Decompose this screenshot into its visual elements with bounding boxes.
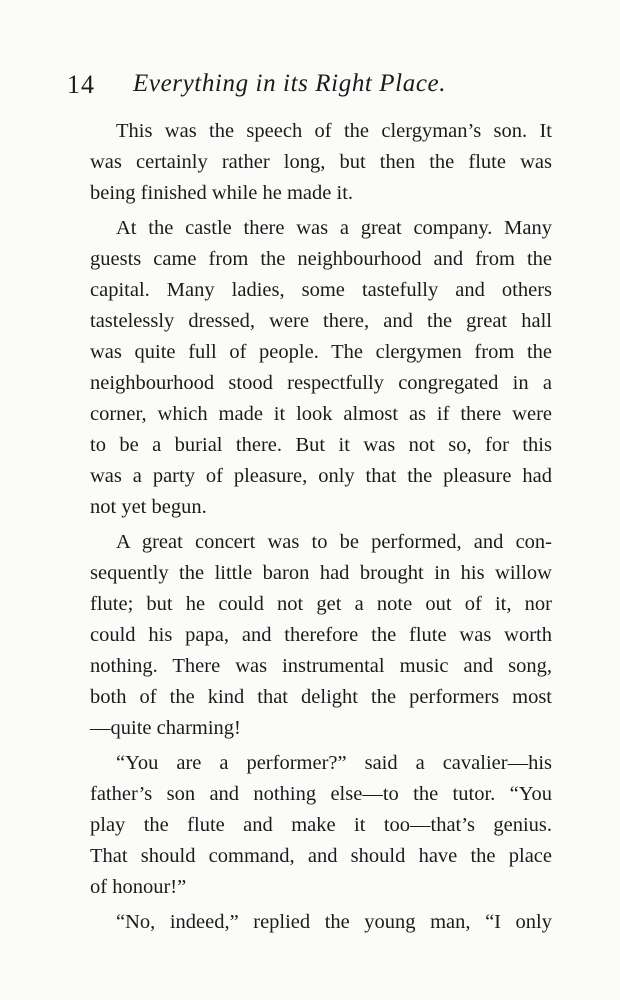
text-line: neighbourhood stood respectfully congregated in a bbox=[90, 372, 552, 394]
text-line: “You are a performer?” said a cavalier—his bbox=[116, 752, 552, 774]
text-line: was a party of pleasure, only that the pleasure had bbox=[90, 465, 552, 487]
text-line: not yet begun. bbox=[90, 496, 207, 518]
text-line: nothing. There was instrumental music and song, bbox=[90, 655, 552, 677]
text-line: capital. Many ladies, some tastefully and others bbox=[90, 279, 552, 301]
text-line: to be a burial there. But it was not so, for this bbox=[90, 434, 552, 456]
paragraph-4 bbox=[64, 748, 552, 903]
paragraph-1 bbox=[64, 116, 552, 209]
paragraph-2 bbox=[64, 213, 552, 523]
text-line: This was the speech of the clergyman’s son. It bbox=[116, 120, 552, 142]
text-line: sequently the little baron had brought in his willow bbox=[90, 562, 552, 584]
page-number: 14 bbox=[67, 70, 95, 99]
text-line: father’s son and nothing else—to the tutor. “You bbox=[90, 783, 552, 805]
text-line: “No, indeed,” replied the young man, “I only bbox=[116, 911, 552, 933]
running-title: Everything in its Right Place. bbox=[133, 70, 447, 97]
page-header bbox=[67, 70, 553, 110]
text-line: tastelessly dressed, were there, and the great hall bbox=[90, 310, 552, 332]
paragraph-3 bbox=[64, 527, 552, 744]
text-line: That should command, and should have the place bbox=[90, 845, 552, 867]
text-line: was certainly rather long, but then the flute was bbox=[90, 151, 552, 173]
text-line: play the flute and make it too—that’s genius. bbox=[90, 814, 552, 836]
text-line: both of the kind that delight the performers most bbox=[90, 686, 552, 708]
text-line: of honour!” bbox=[90, 876, 187, 898]
text-line: corner, which made it look almost as if there were bbox=[90, 403, 552, 425]
text-line: could his papa, and therefore the flute was worth bbox=[90, 624, 552, 646]
text-line: was quite full of people. The clergymen from the bbox=[90, 341, 552, 363]
text-line: A great concert was to be performed, and con- bbox=[116, 531, 552, 553]
text-line: —quite charming! bbox=[90, 717, 241, 739]
text-line: flute; but he could not get a note out of it, nor bbox=[90, 593, 552, 615]
text-line: At the castle there was a great company. Many bbox=[116, 217, 552, 239]
text-line: guests came from the neighbourhood and from the bbox=[90, 248, 552, 270]
body-text bbox=[64, 116, 552, 938]
paragraph-5 bbox=[64, 907, 552, 938]
text-line: being finished while he made it. bbox=[90, 182, 354, 204]
